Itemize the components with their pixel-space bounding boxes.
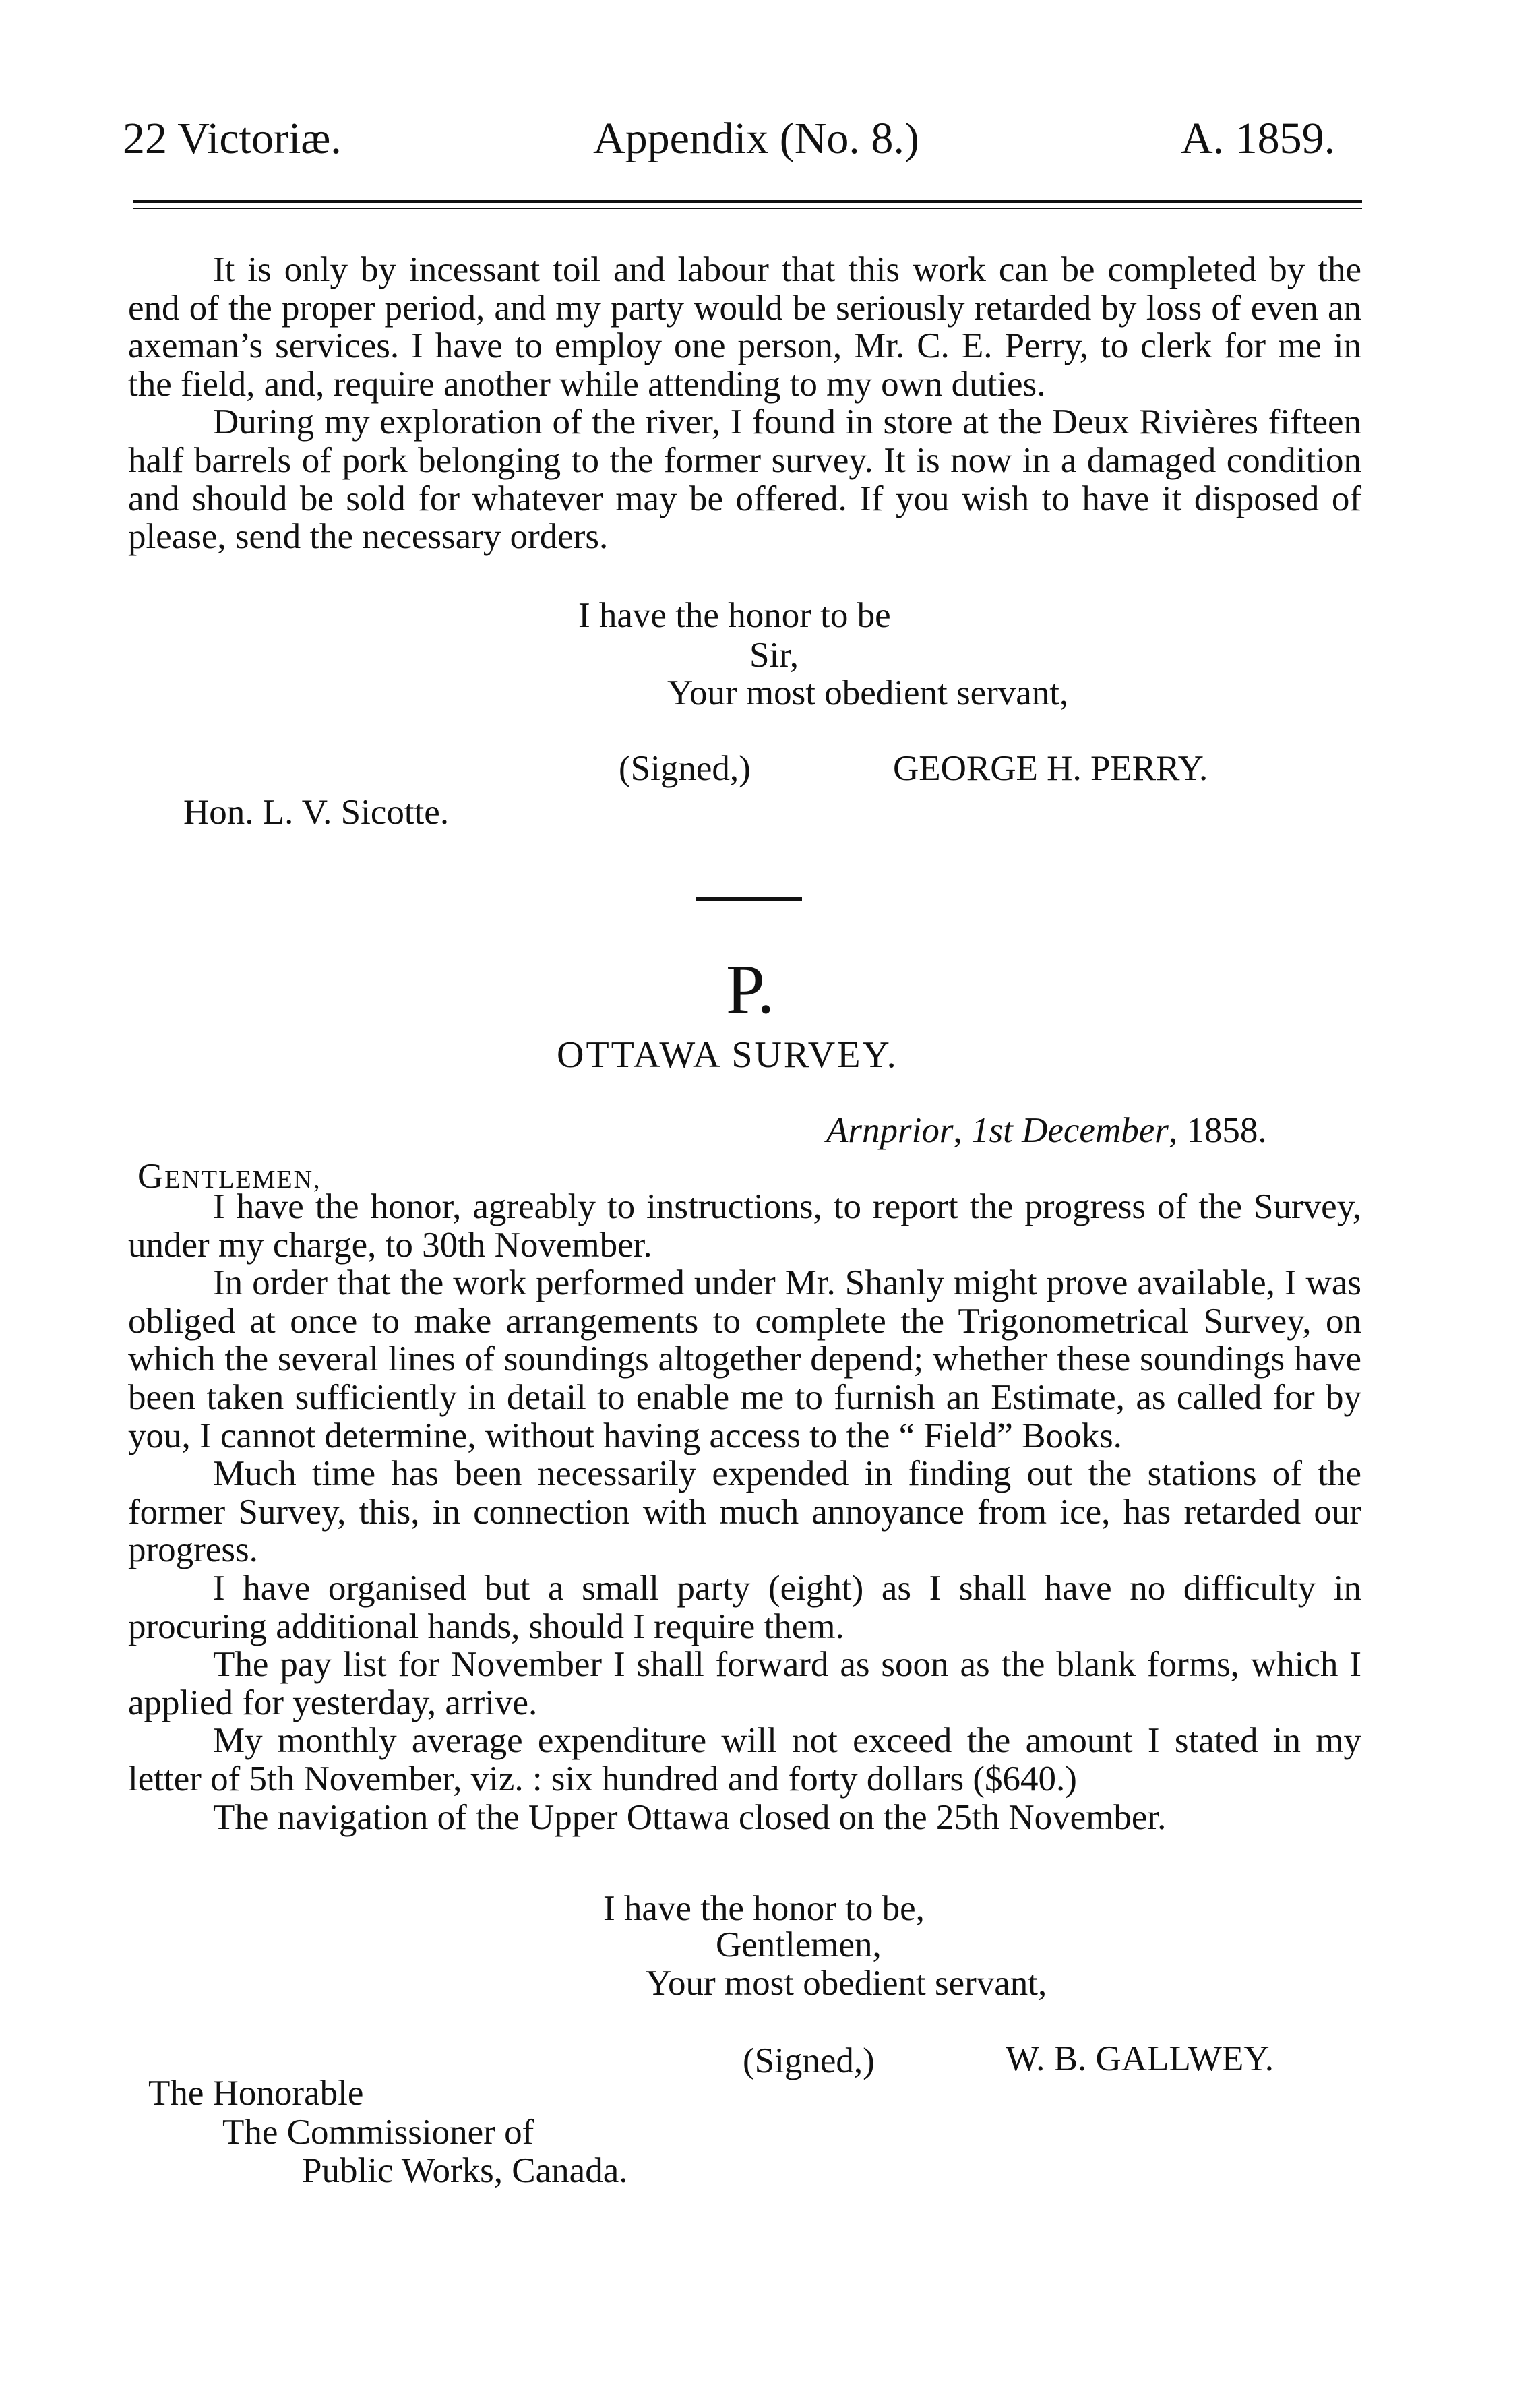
letter2-addressee-line2: The Commissioner of: [222, 2113, 534, 2152]
letter1-addressee: Hon. L. V. Sicotte.: [183, 793, 450, 832]
letter2-paragraph: In order that the work performed under Mr. Shanly might prove available, I was obliged at once to make arrangements to complete the Trigonometrical Survey, on which the several lines of soundings altogether depend; whether these soundings have been taken sufficiently in detail to enable me to furnish an Estimate, as called for by you, I cannot determine, without having access to the “ Field” Books.: [128, 1263, 1361, 1455]
dateline-place: Arnprior: [826, 1111, 954, 1150]
letter2-closing-servant: Your most obedient servant,: [646, 1964, 1047, 2003]
letter1-paragraph: It is only by incessant toil and labour that this work can be completed by the end of the proper period, and my party would be seriously retarded by loss of even an axeman’s services. I have to employ one person, Mr. C. E. Perry, to clerk for me in the field, and, require another while attending to my own duties.: [128, 250, 1361, 404]
letter2-paragraph: The navigation of the Upper Ottawa closed on the 25th November.: [213, 1797, 1167, 1837]
header-rule-thin: [133, 208, 1362, 209]
header-rule: [133, 200, 1362, 203]
section-separator: [696, 897, 802, 901]
letter2-signature: W. B. GALLWEY.: [1006, 2039, 1274, 2078]
letter2-addressee-line3: Public Works, Canada.: [302, 2151, 628, 2190]
section-title: OTTAWA SURVEY.: [557, 1034, 898, 1076]
letter1-closing-servant: Your most obedient servant,: [667, 673, 1069, 713]
header-appendix: Appendix (No. 8.): [593, 114, 919, 163]
letter2-addressee-line1: The Honorable: [148, 2074, 364, 2113]
letter2-closing-line: I have the honor to be,: [603, 1889, 925, 1928]
letter2-paragraph: Much time has been necessarily expended in finding out the stations of the former Survey, this, in connection with much annoyance from ice, has retarded our progress.: [128, 1454, 1361, 1570]
dateline-month: December: [1022, 1111, 1169, 1150]
dateline-day: 1: [971, 1111, 989, 1150]
letter2-paragraph: I have organised but a small party (eight) as I shall have no difficulty in procuring additional hands, should I require them.: [128, 1568, 1361, 1646]
letter1-paragraph: During my exploration of the river, I found in store at the Deux Rivières fifteen half barrels of pork belonging to the former survey. It is now in a damaged condition and should be sold for whatever may be offered. If you wish to have it disposed of please, send the necessary orders.: [128, 402, 1361, 557]
letter2-body: [128, 1188, 1361, 1836]
section-letter: P.: [726, 951, 775, 1028]
letter1-closing-salutation: Sir,: [749, 636, 799, 675]
letter1-body: [128, 251, 1361, 556]
letter2-signed-label: (Signed,): [743, 2041, 875, 2080]
dateline-year: 1858.: [1186, 1111, 1267, 1150]
header-year: A. 1859.: [1181, 114, 1336, 163]
header-volume: 22 Victoriæ.: [123, 114, 342, 163]
letter1-closing-line: I have the honor to be: [578, 596, 891, 635]
salutation-initial: G: [137, 1157, 165, 1196]
salutation-rest: ENTLEMEN,: [164, 1166, 321, 1194]
letter2-paragraph: The pay list for November I shall forward as soon as the blank forms, which I applied for yesterday, arrive.: [128, 1645, 1361, 1722]
letter2-closing-salutation: Gentlemen,: [716, 1925, 882, 1964]
letter2-paragraph: I have the honor, agreably to instructions, to report the progress of the Survey, under my charge, to 30th November.: [128, 1187, 1361, 1265]
letter1-signature: GEORGE H. PERRY.: [893, 749, 1208, 788]
letter1-signed-label: (Signed,): [619, 749, 751, 788]
letter2-dateline: Arnprior, 1st December, 1858.: [826, 1111, 1267, 1150]
letter2-paragraph: My monthly average expenditure will not exceed the amount I stated in my letter of 5th November, viz. : six hundred and forty dollars ($640.): [128, 1721, 1361, 1799]
dateline-day-suffix: st: [989, 1111, 1013, 1150]
